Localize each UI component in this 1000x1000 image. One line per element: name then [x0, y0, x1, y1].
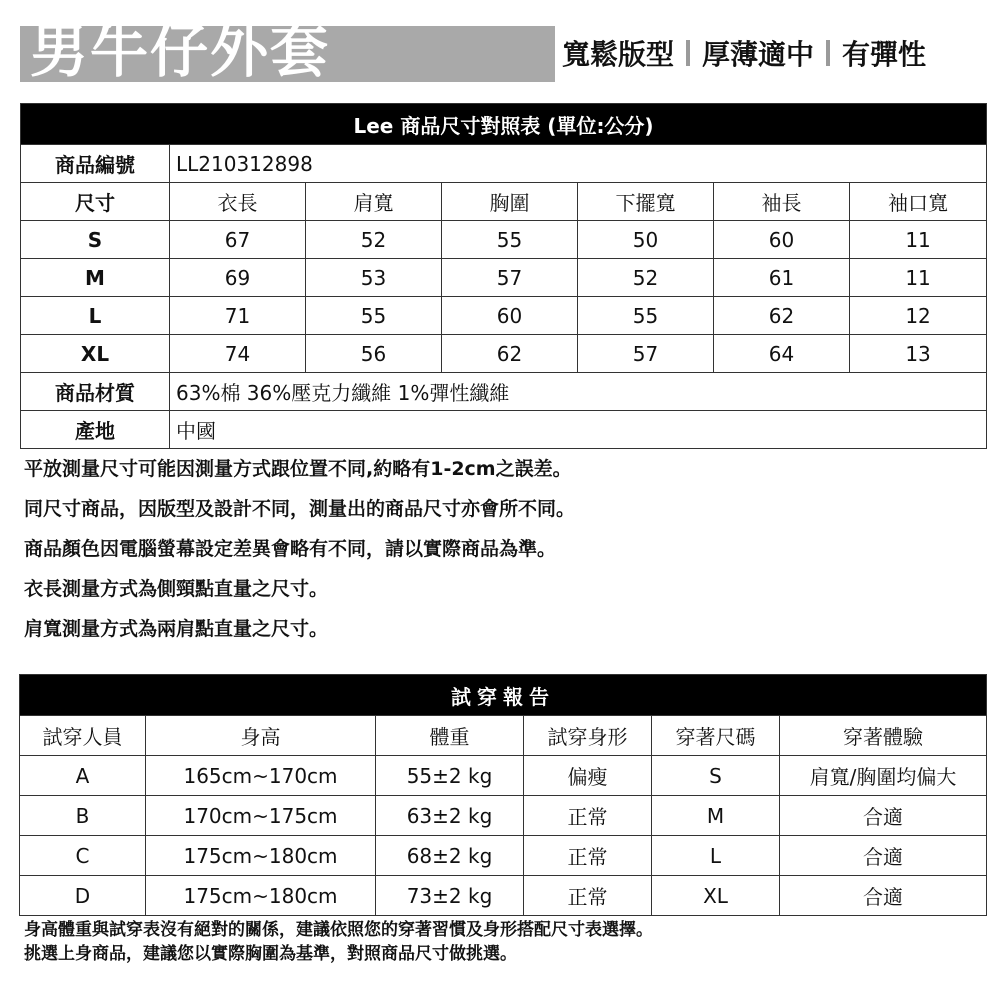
- measurement-cell: 64: [714, 335, 850, 373]
- material-row: [21, 373, 987, 411]
- column-header: 袖長: [714, 183, 850, 221]
- measurement-cell: 11: [850, 259, 987, 297]
- feature-tag-thickness: 厚薄適中: [702, 38, 815, 71]
- material-value: 63%棉 36%壓克力纖維 1%彈性纖維: [170, 373, 987, 411]
- fitting-report-title-row: [20, 675, 987, 716]
- body-type-cell: 正常: [524, 876, 652, 916]
- column-header: 衣長: [170, 183, 306, 221]
- measurement-cell: 52: [578, 259, 714, 297]
- measurement-cell: 62: [714, 297, 850, 335]
- feature-tag-fit: 寬鬆版型: [562, 38, 675, 71]
- weight-cell: 68±2 kg: [376, 836, 524, 876]
- column-header: 體重: [376, 716, 524, 756]
- measurement-notes: [24, 456, 575, 656]
- measurement-cell: 56: [306, 335, 442, 373]
- note-item: 同尺寸商品，因版型及設計不同，測量出的商品尺寸亦會所不同。: [24, 498, 576, 520]
- material-label: 商品材質: [21, 373, 170, 411]
- weight-cell: 55±2 kg: [376, 756, 524, 796]
- size-header-label: 尺寸: [21, 183, 170, 221]
- size-worn-cell: L: [652, 836, 780, 876]
- feature-tags: [562, 30, 926, 76]
- size-row: [21, 297, 987, 335]
- measurement-cell: 55: [578, 297, 714, 335]
- measurement-cell: 60: [714, 221, 850, 259]
- size-row: [21, 259, 987, 297]
- note-item: 肩寬測量方式為兩肩點直量之尺寸。: [24, 618, 329, 640]
- product-code-value: LL210312898: [170, 145, 987, 183]
- tester-cell: C: [20, 836, 146, 876]
- measurement-cell: 60: [442, 297, 578, 335]
- column-header: 穿著體驗: [780, 716, 987, 756]
- measurement-cell: 53: [306, 259, 442, 297]
- measurement-cell: 71: [170, 297, 306, 335]
- column-header: 身高: [146, 716, 376, 756]
- column-header: 下擺寬: [578, 183, 714, 221]
- note-item: 商品顏色因電腦螢幕設定差異會略有不同，請以實際商品為準。: [24, 538, 557, 560]
- measurement-cell: 74: [170, 335, 306, 373]
- measurement-cell: 57: [578, 335, 714, 373]
- note-item: 挑選上身商品，建議您以實際胸圍為基準，對照商品尺寸做挑選。: [24, 944, 517, 964]
- body-type-cell: 正常: [524, 796, 652, 836]
- measurement-cell: 55: [442, 221, 578, 259]
- column-header: 試穿身形: [524, 716, 652, 756]
- fitting-report-title: 試穿報告: [20, 675, 987, 716]
- product-title: 男牛仔外套: [30, 17, 331, 85]
- measurement-cell: 13: [850, 335, 987, 373]
- fit-experience-cell: 合適: [780, 876, 987, 916]
- size-chart-table: [20, 103, 987, 449]
- size-worn-cell: S: [652, 756, 780, 796]
- origin-label: 產地: [21, 411, 170, 449]
- fitting-report-table: [19, 674, 987, 916]
- note-item: 衣長測量方式為側頸點直量之尺寸。: [24, 578, 329, 600]
- column-header: 穿著尺碼: [652, 716, 780, 756]
- product-code-row: [21, 145, 987, 183]
- measurement-cell: 11: [850, 221, 987, 259]
- measurement-cell: 50: [578, 221, 714, 259]
- size-chart-title-row: [21, 104, 987, 145]
- fitting-row: [20, 796, 987, 836]
- fit-experience-cell: 合適: [780, 796, 987, 836]
- body-type-cell: 正常: [524, 836, 652, 876]
- height-cell: 175cm~180cm: [146, 836, 376, 876]
- note-item: 身高體重與試穿表沒有絕對的關係，建議依照您的穿著習慣及身形搭配尺寸表選擇。: [24, 920, 653, 940]
- size-label: S: [21, 221, 170, 259]
- height-cell: 170cm~175cm: [146, 796, 376, 836]
- tester-cell: A: [20, 756, 146, 796]
- size-label: L: [21, 297, 170, 335]
- note-item: 平放測量尺寸可能因測量方式跟位置不同,約略有1-2cm之誤差。: [24, 458, 572, 480]
- tester-cell: D: [20, 876, 146, 916]
- tester-cell: B: [20, 796, 146, 836]
- weight-cell: 63±2 kg: [376, 796, 524, 836]
- fitting-notes: [24, 918, 653, 966]
- size-header-row: [21, 183, 987, 221]
- size-row: [21, 221, 987, 259]
- measurement-cell: 12: [850, 297, 987, 335]
- tag-divider: [686, 40, 690, 66]
- measurement-cell: 57: [442, 259, 578, 297]
- column-header: 試穿人員: [20, 716, 146, 756]
- measurement-cell: 61: [714, 259, 850, 297]
- size-worn-cell: M: [652, 796, 780, 836]
- fitting-row: [20, 836, 987, 876]
- height-cell: 175cm~180cm: [146, 876, 376, 916]
- fitting-row: [20, 876, 987, 916]
- weight-cell: 73±2 kg: [376, 876, 524, 916]
- measurement-cell: 62: [442, 335, 578, 373]
- size-label: XL: [21, 335, 170, 373]
- origin-row: [21, 411, 987, 449]
- size-row: [21, 335, 987, 373]
- size-chart-title: Lee 商品尺寸對照表 (單位:公分): [21, 104, 987, 145]
- origin-value: 中國: [170, 411, 987, 449]
- fit-experience-cell: 合適: [780, 836, 987, 876]
- fit-experience-cell: 肩寬/胸圍均偏大: [780, 756, 987, 796]
- feature-tag-stretch: 有彈性: [842, 38, 927, 71]
- fitting-header-row: [20, 716, 987, 756]
- tag-divider: [826, 40, 830, 66]
- measurement-cell: 52: [306, 221, 442, 259]
- height-cell: 165cm~170cm: [146, 756, 376, 796]
- measurement-cell: 69: [170, 259, 306, 297]
- measurement-cell: 55: [306, 297, 442, 335]
- body-type-cell: 偏瘦: [524, 756, 652, 796]
- fitting-row: [20, 756, 987, 796]
- product-code-label: 商品編號: [21, 145, 170, 183]
- column-header: 袖口寬: [850, 183, 987, 221]
- size-label: M: [21, 259, 170, 297]
- column-header: 肩寬: [306, 183, 442, 221]
- measurement-cell: 67: [170, 221, 306, 259]
- column-header: 胸圍: [442, 183, 578, 221]
- size-worn-cell: XL: [652, 876, 780, 916]
